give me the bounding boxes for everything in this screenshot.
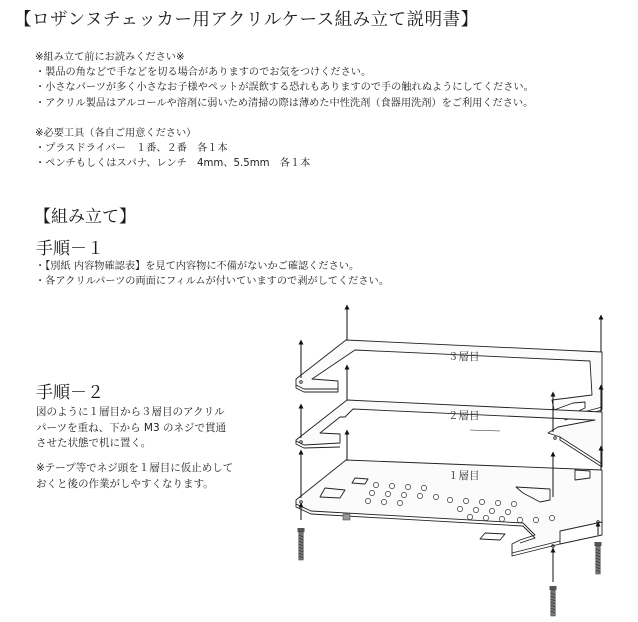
standoff-nut <box>343 514 350 520</box>
document-title: 【ロザンヌチェッカー用アクリルケース組み立て説明書】 <box>14 10 479 30</box>
step2-body-line: パーツを重ね、下から M3 のネジで貫通 <box>36 421 226 434</box>
m3-screw <box>298 528 305 560</box>
notice-item: ・小さなパーツが多く小さなお子様やペットが誤飲する恐れもありますので手の触れぬようにしてください。 <box>35 82 534 94</box>
notice-item: ・アクリル製品はアルコールや溶剤に弱いため清掃の際は薄めた中性洗剤（食器用洗剤）をご利用ください。 <box>35 97 534 109</box>
step2-heading: 手順－２ <box>36 383 104 403</box>
layer-2-label: ２層目 <box>448 410 480 422</box>
tools-heading: ※必要工具（各自ご用意ください） <box>35 127 197 139</box>
step1-item: ・各アクリルパーツの両面にフィルムが付いていますので剥がしてください。 <box>35 276 389 287</box>
layer-3-label: ３層目 <box>448 351 480 363</box>
m3-screw <box>550 586 557 616</box>
step1-heading: 手順－１ <box>36 239 104 259</box>
step2-body-line: 図のように１層目から３層目のアクリル <box>36 406 225 418</box>
step2-note-line: ※テープ等でネジ頭を１層目に仮止めして <box>36 462 234 474</box>
tools-item: ・ペンチもしくはスパナ、レンチ 4mm、5.5mm 各１本 <box>35 158 311 170</box>
tools-item: ・プラスドライバー １番、２番 各１本 <box>35 142 228 154</box>
m3-screw <box>595 542 602 574</box>
assembly-heading: 【組み立て】 <box>34 207 136 227</box>
notice-item: ・製品の角などで手などを切る場合がありますのでお気をつけください。 <box>35 67 372 79</box>
step1-item: ・【別紙 内容物確認表】を見て内容物に不備がないかご確認ください。 <box>35 261 360 272</box>
step2-note-line: おくと後の作業がしやすくなります。 <box>36 477 214 490</box>
step2-body-line: させた状態で机に置く。 <box>36 437 152 449</box>
notice-heading: ※組み立て前にお読みください※ <box>35 52 185 63</box>
layer-1-label: １層目 <box>448 470 480 482</box>
